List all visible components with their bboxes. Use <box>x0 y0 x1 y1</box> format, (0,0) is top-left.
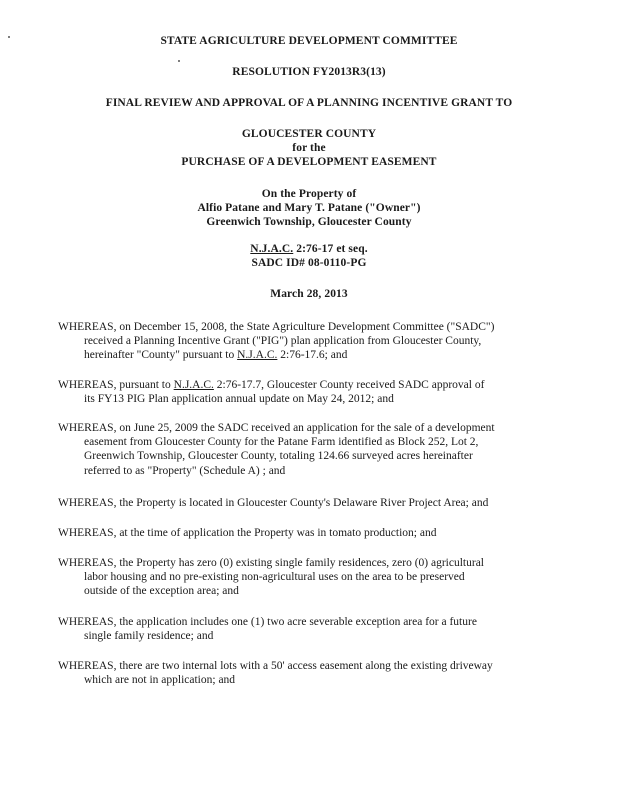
paragraph-line: hereinafter "County" pursuant to N.J.A.C. 2:76-17.6; and <box>84 349 348 362</box>
whereas-paragraph <box>58 615 564 643</box>
for-the-line: for the <box>292 142 326 154</box>
paragraph-line: easement from Gloucester County for the Patane Farm identified as Block 252, Lot 2, <box>84 436 479 449</box>
code-reference <box>0 242 618 256</box>
paragraph-first-line: WHEREAS, pursuant to N.J.A.C. 2:76-17.7, Gloucester County received SADC approval of <box>58 379 485 391</box>
paragraph-first-line: WHEREAS, on June 25, 2009 the SADC received an application for the sale of a development <box>58 422 495 434</box>
paragraph-first-line: WHEREAS, on December 15, 2008, the State Agriculture Development Committee ("SADC") <box>58 321 495 333</box>
resolution-subject: FINAL REVIEW AND APPROVAL OF A PLANNING INCENTIVE GRANT TO <box>105 97 513 109</box>
county-name: GLOUCESTER COUNTY <box>241 128 377 140</box>
paragraph-line: labor housing and no pre-existing non-agricultural uses on the area to be preserved <box>84 571 465 584</box>
resolution-number: RESOLUTION FY2013R3(13) <box>232 66 386 78</box>
scan-speck <box>178 60 180 62</box>
whereas-paragraph <box>58 496 564 510</box>
paragraph-line: received a Planning Incentive Grant ("PIG") plan application from Gloucester County, <box>84 335 482 348</box>
code-section: 2:76-17 et seq. <box>293 243 368 255</box>
whereas-paragraph <box>58 378 564 406</box>
whereas-paragraph <box>58 320 564 363</box>
owner-names: Alfio Patane and Mary T. Patane ("Owner") <box>197 202 421 214</box>
committee-heading: STATE AGRICULTURE DEVELOPMENT COMMITTEE <box>160 35 458 47</box>
sadc-id: SADC ID# 08-0110-PG <box>251 257 367 269</box>
code-abbreviation: N.J.A.C. <box>250 243 294 255</box>
paragraph-first-line: WHEREAS, the Property has zero (0) existing single family residences, zero (0) agricultural <box>58 557 485 569</box>
paragraph-line: Greenwich Township, Gloucester County, totaling 124.66 surveyed acres hereinafter <box>84 450 473 463</box>
paragraph-line: single family residence; and <box>84 630 214 643</box>
paragraph-line: which are not in application; and <box>84 674 236 687</box>
whereas-paragraph <box>58 556 564 599</box>
whereas-paragraph <box>58 526 564 540</box>
paragraph-line: its FY13 PIG Plan application annual update on May 24, 2012; and <box>84 393 394 406</box>
whereas-paragraph <box>58 659 564 687</box>
property-intro: On the Property of <box>261 188 357 200</box>
paragraph-first-line: WHEREAS, there are two internal lots with a 50' access easement along the existing driveway <box>58 660 493 672</box>
paragraph-first-line: WHEREAS, the Property is located in Gloucester County's Delaware River Project Area; and <box>58 497 489 509</box>
paragraph-line: outside of the exception area; and <box>84 585 239 598</box>
whereas-paragraph <box>58 421 564 478</box>
paragraph-first-line: WHEREAS, the application includes one (1) two acre severable exception area for a future <box>58 616 477 628</box>
paragraph-first-line: WHEREAS, at the time of application the Property was in tomato production; and <box>58 527 437 539</box>
resolution-date: March 28, 2013 <box>270 288 348 300</box>
purpose-line: PURCHASE OF A DEVELOPMENT EASEMENT <box>181 156 437 168</box>
property-location: Greenwich Township, Gloucester County <box>206 216 412 228</box>
paragraph-line: referred to as "Property" (Schedule A) ; and <box>84 464 286 477</box>
